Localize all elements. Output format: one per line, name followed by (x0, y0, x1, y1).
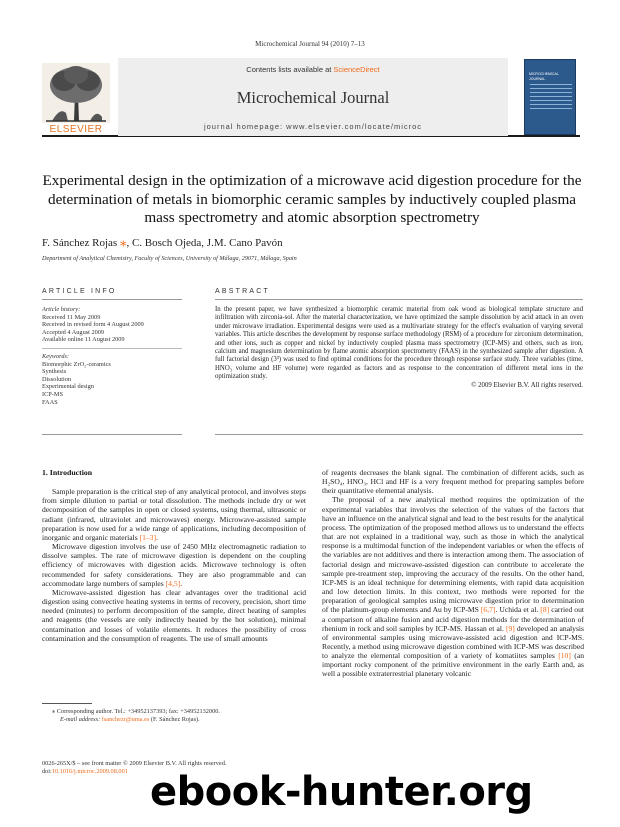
keywords-heading: Keywords: (42, 352, 70, 360)
divider (42, 348, 182, 349)
cover-title: MICROCHEMICAL JOURNAL (529, 72, 559, 81)
article-info-label: ARTICLE INFO (42, 288, 117, 295)
abstract-copyright: © 2009 Elsevier B.V. All rights reserved. (471, 381, 583, 389)
paragraph: Microwave-assisted digestion has clear advantages over the traditional acid digestion using convective heating systems in terms of recovery, precision, short time needed (minutes) to perform decomposition of the sample, direct heating of samples and reagents (the vessels are only indirectly heated by the hot solution), minimal contamination and losses of volatile elements. It reduces the possibility of cross contamination and the consumption of reagents. The use of small amounts (42, 587, 306, 643)
article-info-section (42, 288, 182, 406)
cover-decoration (530, 84, 572, 112)
doi-line: doi:10.1016/j.microc.2009.08.001 (42, 767, 128, 775)
contents-line (118, 65, 508, 74)
citation-link[interactable]: [8] (540, 605, 550, 615)
keyword-item: Synthesis (42, 368, 67, 376)
elsevier-tree-icon (42, 63, 110, 123)
footnote-rule (42, 703, 92, 704)
abstract-section (215, 288, 583, 390)
divider (42, 434, 182, 435)
history-item: Received 11 May 2009 (42, 313, 101, 321)
body-column-left (42, 468, 306, 643)
abstract-label: ABSTRACT (215, 288, 270, 295)
paragraph: Microwave digestion involves the use of 2450 MHz electromagnetic radiation to dissolve samples. The rate of microwave digestion is dependent on the coupling efficiency of microwaves with digestion acids. Microwave technology is often recommended for safety considerations. They are also programmable and can accommodate large numbers of samples [4,5]. (42, 542, 306, 588)
author-first[interactable]: F. Sánchez Rojas (42, 237, 120, 249)
citation-link[interactable]: [4,5] (165, 578, 181, 588)
footnote (42, 703, 306, 724)
citation-link[interactable]: [6,7] (480, 605, 496, 615)
author-affiliation: Department of Analytical Chemistry, Faculty of Sciences, University of Málaga, 29071, Málaga, Spain (42, 255, 297, 262)
citation-link[interactable]: [9] (505, 623, 515, 633)
paragraph: of reagents decreases the blank signal. The combination of different acids, such as H₂SO₄, HNO₃, HCl and HF is a very frequent method for preparing samples before their quantitative elemental analysis. (322, 468, 584, 496)
elsevier-wordmark: ELSEVIER (49, 124, 103, 135)
history-item: Received in revised form 4 August 2009 (42, 321, 144, 329)
paragraph: The proposal of a new analytical method requires the optimization of the experimental variables that involves the selection of the values of the factors that have an influence on the analytical signal and lead to the best results for the analytical process. The optimization of the proposed method allows us to understand the effects that are not explained in a traditional way, such as those in which the analytical response is a multimodal function of the independent variables or when the effects of the variables are not additives and there is interaction among them. The association of factorial design and microwave-assisted digestion can contribute to accelerate the sample pre-treatment step, improving the accuracy of the results. On the other hand, ICP-MS is an ideal technique for determining elements, with rapid data acquisition and low detection limits. In this context, two methods were reported for the preparation of geological samples using microwave digestion prior to determination of the platinum-group elements and Au by ICP-MS [6,7]. Uchida et al. [8] carried out a comparison of alkaline fusion and acid digestion methods for the determination of rhenium in rock and soil samples by ICP-MS. Hassan et al. [9] developed an analysis of environmental samples using microwave-assisted acid digestion and ICP-MS. Recently, a method using microwave digestion combined with ICP-MS was described to analyze the elemental composition of a variety of komatiites samples [10] (an important rocky component of the primitive environment in the early Earth and, as well a possible extraterrestrial planetary volcanic (322, 495, 585, 679)
journal-name: Microchemical Journal (236, 88, 390, 107)
corresponding-author-note: ⁎ Corresponding author. Tel.: +34952137393; fax: +34952132000. (52, 708, 220, 715)
divider (215, 434, 583, 435)
journal-header (42, 58, 580, 137)
contents-prefix: Contents lists available at (246, 65, 334, 74)
article-title: Experimental design in the optimization of a microwave acid digestion procedure for the determination of metals in biomorphic ceramic samples by inductively coupled plasma mass spectrometry and atomic absorption spectrometry (42, 172, 582, 226)
section-heading: 1. Introduction (42, 468, 93, 477)
history-item: Accepted 4 August 2009 (42, 328, 105, 336)
divider (215, 299, 583, 300)
author-list (42, 234, 283, 250)
journal-homepage-link[interactable]: journal homepage: www.elsevier.com/locate/microc (203, 122, 423, 131)
keyword-item: Experimental design (42, 383, 94, 391)
body-column-right (322, 468, 584, 679)
keyword-item: Dissolution (42, 375, 72, 383)
email-link[interactable]: fsanchezr@uma.es (101, 715, 150, 723)
abstract-text: In the present paper, we have synthesized a biomorphic ceramic material from oak wood as biological template structure and infiltration with zirconia-sol. After the material characterization, we have optimized the sample dissolution by acid attack in an oven under microwave irradiation. Experimental designs were used as a multivariate strategy for the effect's evaluation of varying several variables. This article describes the development by response surface methodology (RSM) of a procedure for zirconium determination, and other ions, such as copper and nickel by inductively coupled plasma mass spectrometry (ICP-MS) and others, such as iron, calcium and magnesium determination by flame atomic absorption spectrometry (FAAS) in the synthesized sample after digestion. A full factorial design (3³) was used to find optimal conditions for the procedure through response surface study. Three variables (time, HNO₃ volume and HF volume) were regarded as factors and as response to the concentration of different metal ions in the optimization study. (215, 306, 583, 381)
issn-line: 0026-265X/$ – see front matter © 2009 Elsevier B.V. All rights reserved. (42, 760, 227, 767)
keyword-item: FAAS (42, 398, 58, 406)
journal-citation: Microchemical Journal 94 (2010) 7–13 (255, 40, 365, 48)
email-line: E-mail address: fsanchezr@uma.es (F. Sánchez Rojas). (60, 715, 200, 723)
author-rest[interactable]: , C. Bosch Ojeda, J.M. Cano Pavón (126, 237, 283, 249)
divider (42, 299, 182, 300)
corresponding-author-mark[interactable]: ⁎ (119, 234, 127, 249)
citation-link[interactable]: [10] (558, 651, 571, 661)
watermark: ebook-hunter.org (150, 769, 533, 815)
history-heading: Article history: (42, 306, 81, 313)
doi-link[interactable]: 10.1016/j.microc.2009.08.001 (51, 767, 128, 775)
sciencedirect-link[interactable]: ScienceDirect (333, 65, 380, 74)
keyword-item: ICP-MS (42, 390, 63, 398)
paragraph: Sample preparation is the critical step of any analytical protocol, and involves steps from simple dilution to partial or total dissolution. The methods include dry or wet decomposition of the samples in open or closed systems, using thermal, ultrasonic or radiant (infrared, ultraviolet and microwaves) energy. Microwave-assisted sample preparation is now used for a wide range of applications, including decomposition of inorganic and organic materials [1–3]. (42, 487, 306, 542)
journal-cover-thumbnail[interactable] (524, 59, 576, 135)
citation-link[interactable]: [1–3] (139, 532, 157, 542)
elsevier-logo[interactable] (42, 63, 110, 137)
keyword-item: Biomorphic ZrO₂-ceramics (42, 360, 111, 368)
journal-banner (118, 58, 508, 136)
history-item: Available online 11 August 2009 (42, 336, 125, 344)
